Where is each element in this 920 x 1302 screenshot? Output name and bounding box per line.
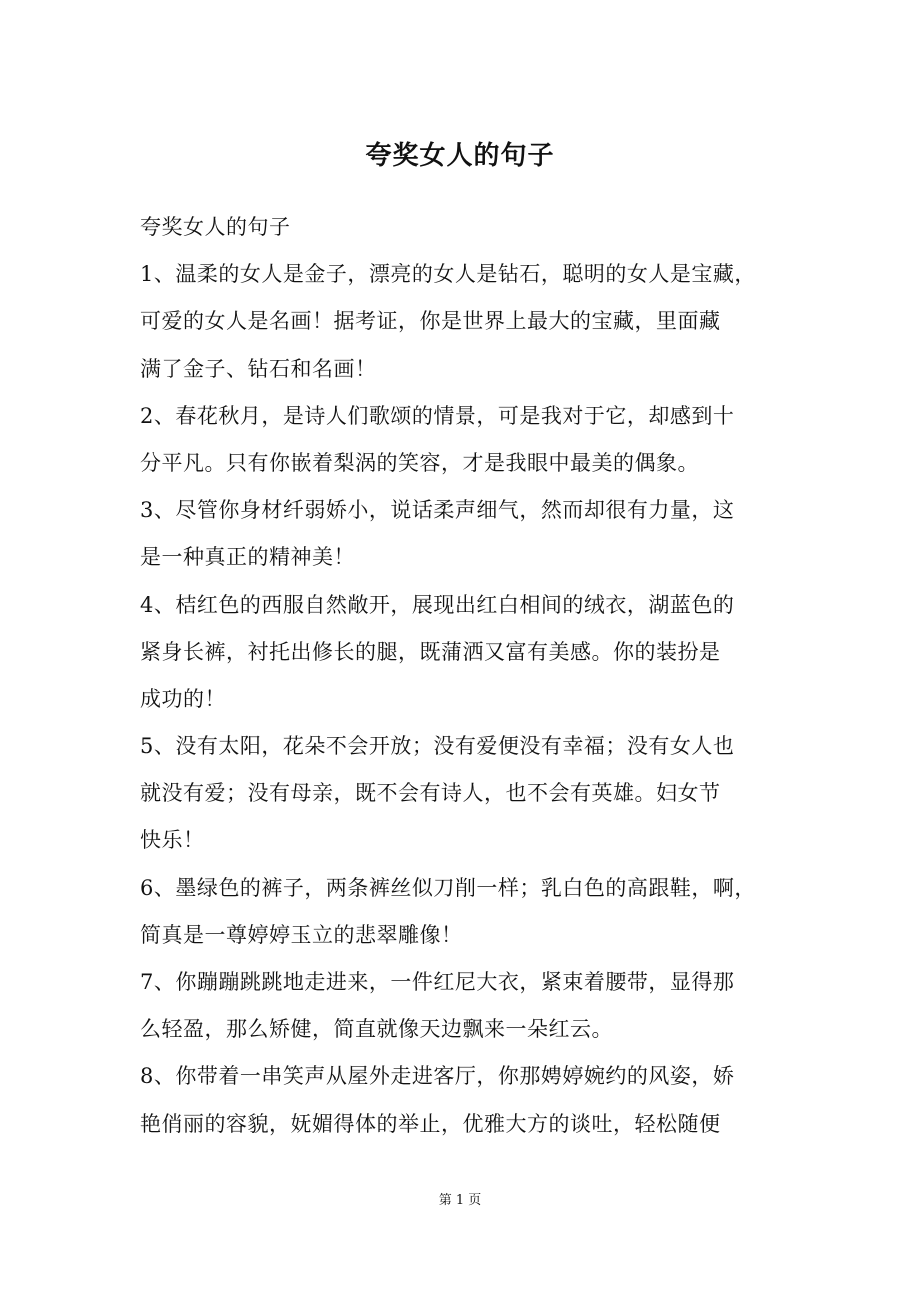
text-line: 2、春花秋月，是诗人们歌颂的情景，可是我对于它，却感到十 [140,403,735,428]
text-line: 可爱的女人是名画！据考证，你是世界上最大的宝藏，里面藏 [140,309,721,334]
page-number: 第 1 页 [438,1193,482,1208]
text-line: 7、你蹦蹦跳跳地走进来，一件红尼大衣，紧束着腰带，显得那 [140,970,735,994]
text-line: 满了金子、钻石和名画！ [140,356,377,381]
text-line: 就没有爱；没有母亲，既不会有诗人，也不会有英雄。妇女节 [140,781,721,806]
text-line: 简真是一尊婷婷玉立的悲翠雕像！ [140,922,463,947]
text-line: 么轻盈，那么矫健，简直就像天边飘来一朵红云。 [140,1017,613,1042]
text-line: 紧身长裤，衬托出修长的腿，既蒲洒又富有美感。你的装扮是 [140,639,721,664]
text-line: 6、墨绿色的裤子，两条裤丝似刀削一样；乳白色的高跟鞋，啊， [140,875,756,900]
text-line: 3、尽管你身材纤弱娇小，说话柔声细气，然而却很有力量，这 [140,498,735,523]
text-line: 是一种真正的精神美！ [140,545,355,570]
text-line: 8、你带着一串笑声从屋外走进客厅，你那娉婷婉约的风姿，娇 [140,1064,735,1089]
text-line: 4、桔红色的西服自然敞开，展现出红白相间的绒衣，湖蓝色的 [140,592,735,617]
text-line: 5、没有太阳，花朵不会开放；没有爱便没有幸福；没有女人也 [140,734,735,759]
document-body [140,204,780,1148]
text-line: 艳俏丽的容貌，妩媚得体的举止，优雅大方的谈吐，轻松随便 [140,1111,721,1136]
text-line: 1、温柔的女人是金子，漂亮的女人是钻石，聪明的女人是宝藏， [140,262,756,287]
text-line: 快乐！ [140,828,205,853]
document-title: 夸奖女人的句子 [365,141,555,171]
text-line: 成功的！ [140,686,226,711]
text-line: 夸奖女人的句子 [140,215,291,239]
text-line: 分平凡。只有你嵌着梨涡的笑容，才是我眼中最美的偶象。 [140,450,699,475]
